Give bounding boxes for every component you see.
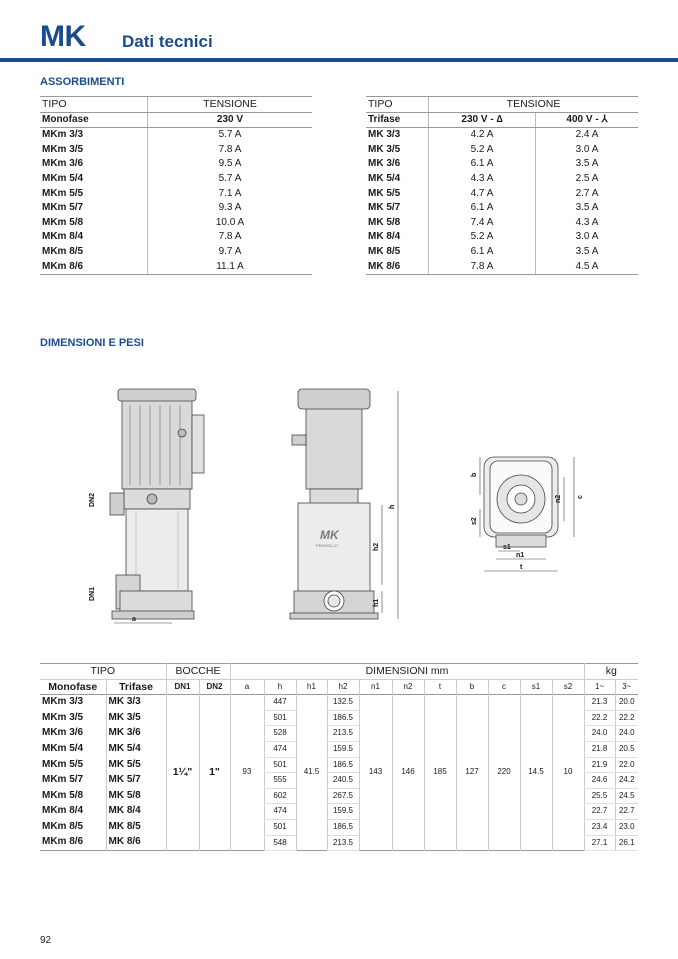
table-row xyxy=(366,187,638,202)
cell-current-400: 3.0 A xyxy=(536,230,639,245)
table-row xyxy=(40,187,312,202)
cell-current: 11.1 A xyxy=(148,260,313,275)
cell-kg-1: 21.8 xyxy=(584,741,615,757)
label-c: c xyxy=(577,495,584,499)
cell-kg-3: 24.2 xyxy=(615,773,638,789)
cell-current: 7.8 A xyxy=(148,230,313,245)
cell-kg-1: 24.6 xyxy=(584,773,615,789)
cell-h2: 213.5 xyxy=(327,726,359,742)
table-row xyxy=(40,128,312,143)
subhead-cell: n2 xyxy=(392,679,424,695)
table-row xyxy=(366,143,638,158)
label-n1: n1 xyxy=(516,552,525,559)
cell-monofase: MKm 8/6 xyxy=(42,836,84,848)
cell-kg-1: 25.5 xyxy=(584,788,615,804)
col-tensione: TENSIONE xyxy=(429,97,639,113)
cell-kg-1: 21.9 xyxy=(584,757,615,773)
cell-h: 602 xyxy=(264,788,296,804)
table-row xyxy=(366,216,638,231)
cell-kg-3: 22.7 xyxy=(615,804,638,820)
subhead-cell: Monofase xyxy=(48,680,98,693)
subhead-cell: h xyxy=(264,679,296,695)
cell-trifase: MK 8/6 xyxy=(106,835,166,851)
cell-kg-1: 21.3 xyxy=(584,695,615,711)
cell-trifase: MK 3/3 xyxy=(106,695,166,711)
table-monofase xyxy=(40,96,312,275)
brand-title: MK xyxy=(40,20,86,53)
label-h: h xyxy=(389,504,396,509)
label-h1: h1 xyxy=(373,598,380,607)
pump-drawings xyxy=(80,385,600,630)
cell-current-230: 6.1 A xyxy=(429,245,536,260)
cell-model: MKm 5/7 xyxy=(42,202,84,214)
cell-kg-3: 22.0 xyxy=(615,757,638,773)
subhead-cell: DN2 xyxy=(199,679,230,695)
cell-h: 501 xyxy=(264,710,296,726)
cell-model: MKm 5/8 xyxy=(42,216,84,228)
table-row xyxy=(40,245,312,260)
cell-h2: 213.5 xyxy=(327,835,359,851)
cell-model: MK 3/5 xyxy=(368,143,401,155)
label-b: b xyxy=(471,472,478,477)
cell-h2: 159.5 xyxy=(327,804,359,820)
table-row xyxy=(40,143,312,158)
cell-model: MKm 8/4 xyxy=(42,231,84,243)
cell-current-400: 3.5 A xyxy=(536,201,639,216)
cell-monofase: MKm 3/3 xyxy=(42,696,84,708)
cell-kg-3: 24.0 xyxy=(615,726,638,742)
label-s2: s2 xyxy=(471,517,478,525)
subhead-cell: n1 xyxy=(359,679,392,695)
cell-monofase: MKm 5/4 xyxy=(42,742,84,754)
cell-dn2: 1" xyxy=(199,695,230,851)
cell-model: MKm 5/4 xyxy=(42,172,84,184)
subhead-cell: b xyxy=(456,679,488,695)
table-row xyxy=(40,172,312,187)
cell-kg-1: 23.4 xyxy=(584,819,615,835)
table-trifase xyxy=(366,96,638,275)
table-row xyxy=(40,695,638,711)
cell-dn1: 1¼" xyxy=(166,695,199,851)
cell-model: MK 5/5 xyxy=(368,187,401,199)
cell-current-230: 4.2 A xyxy=(429,128,536,143)
table-row xyxy=(366,201,638,216)
cell-model: MK 3/6 xyxy=(368,158,401,170)
cell-t: 185 xyxy=(424,695,456,851)
subhead-cell: c xyxy=(488,679,520,695)
cell-n1: 143 xyxy=(359,695,392,851)
side-motor xyxy=(122,393,192,489)
cell-current: 5.7 A xyxy=(148,172,313,187)
head-kg: kg xyxy=(584,664,638,680)
label-dn2: DN2 xyxy=(89,492,96,507)
cell-current: 7.8 A xyxy=(148,143,313,158)
section-title-dimensioni: DIMENSIONI E PESI xyxy=(40,337,144,349)
cell-current-230: 7.4 A xyxy=(429,216,536,231)
cell-b: 127 xyxy=(456,695,488,851)
subhead-cell: Trifase xyxy=(106,679,166,695)
subhead-cell: h2 xyxy=(327,679,359,695)
label-t: t xyxy=(520,564,523,571)
table-dimensioni xyxy=(40,663,638,851)
sub-monofase: Monofase xyxy=(40,112,148,128)
cell-current: 9.7 A xyxy=(148,245,313,260)
cell-s2: 10 xyxy=(552,695,584,851)
cell-kg-3: 23.0 xyxy=(615,819,638,835)
cell-kg-3: 22.2 xyxy=(615,710,638,726)
cell-h: 548 xyxy=(264,835,296,851)
cell-current: 9.5 A xyxy=(148,157,313,172)
cell-current-400: 3.0 A xyxy=(536,143,639,158)
cell-model: MK 3/3 xyxy=(368,129,401,141)
page-subtitle: Dati tecnici xyxy=(122,32,213,51)
cell-h2: 186.5 xyxy=(327,757,359,773)
cell-h: 474 xyxy=(264,804,296,820)
cell-model: MK 8/5 xyxy=(368,245,401,257)
cell-current-230: 7.8 A xyxy=(429,260,536,275)
cell-h2: 267.5 xyxy=(327,788,359,804)
col-tipo: TIPO xyxy=(366,97,429,113)
cell-current: 10.0 A xyxy=(148,216,313,231)
subhead-cell: a xyxy=(230,679,264,695)
cell-kg-1: 22.7 xyxy=(584,804,615,820)
subhead-cell: t xyxy=(424,679,456,695)
cell-current-230: 5.2 A xyxy=(429,143,536,158)
cell-current-230: 6.1 A xyxy=(429,201,536,216)
cell-h1: 41.5 xyxy=(296,695,327,851)
cell-trifase: MK 5/7 xyxy=(106,773,166,789)
col-tensione: TENSIONE xyxy=(148,97,313,113)
cell-model: MK 5/8 xyxy=(368,216,401,228)
cell-trifase: MK 5/5 xyxy=(106,757,166,773)
cell-monofase: MKm 3/5 xyxy=(42,711,84,723)
cell-kg-1: 27.1 xyxy=(584,835,615,851)
subhead-cell: s1 xyxy=(520,679,552,695)
label-dn1: DN1 xyxy=(89,586,96,601)
cell-kg-3: 24.5 xyxy=(615,788,638,804)
cell-monofase: MKm 3/6 xyxy=(42,727,84,739)
cell-current: 7.1 A xyxy=(148,187,313,202)
cell-model: MKm 3/5 xyxy=(42,143,84,155)
cell-current: 5.7 A xyxy=(148,128,313,143)
cell-h: 501 xyxy=(264,757,296,773)
sub-230v-delta: 230 V - ∆ xyxy=(429,112,536,128)
cell-trifase: MK 3/6 xyxy=(106,726,166,742)
cell-h2: 132.5 xyxy=(327,695,359,711)
label-h2: h2 xyxy=(373,542,380,551)
cell-trifase: MK 8/5 xyxy=(106,819,166,835)
cell-h2: 240.5 xyxy=(327,773,359,789)
cell-kg-1: 24.0 xyxy=(584,726,615,742)
cell-h: 447 xyxy=(264,695,296,711)
cell-h2: 186.5 xyxy=(327,819,359,835)
page-number: 92 xyxy=(40,935,52,946)
subhead-cell: DN1 xyxy=(166,679,199,695)
cell-current-230: 6.1 A xyxy=(429,157,536,172)
cell-current-230: 4.7 A xyxy=(429,187,536,202)
table-row xyxy=(366,172,638,187)
cell-model: MKm 3/3 xyxy=(42,129,84,141)
table-row xyxy=(366,157,638,172)
cell-s1: 14.5 xyxy=(520,695,552,851)
table-row xyxy=(40,260,312,275)
cell-trifase: MK 5/8 xyxy=(106,788,166,804)
cell-kg-3: 20.5 xyxy=(615,741,638,757)
table-row xyxy=(366,260,638,275)
cell-h: 474 xyxy=(264,741,296,757)
sub-trifase: Trifase xyxy=(366,112,429,128)
table-row xyxy=(366,230,638,245)
cell-current-400: 4.3 A xyxy=(536,216,639,231)
cell-current-230: 4.3 A xyxy=(429,172,536,187)
cell-model: MKm 8/6 xyxy=(40,260,148,275)
cell-n2: 146 xyxy=(392,695,424,851)
pump-logo-sub: PEDROLLO xyxy=(316,543,338,548)
table-row xyxy=(366,128,638,143)
cell-monofase: MKm 5/7 xyxy=(42,774,84,786)
cell-monofase: MKm 5/5 xyxy=(42,758,84,770)
head-bocche: BOCCHE xyxy=(166,664,230,680)
table-row xyxy=(40,157,312,172)
cell-model: MKm 8/5 xyxy=(42,245,84,257)
cell-current: 9.3 A xyxy=(148,201,313,216)
cell-h2: 186.5 xyxy=(327,710,359,726)
cell-current-400: 3.5 A xyxy=(536,245,639,260)
cell-model: MKm 3/6 xyxy=(42,158,84,170)
cell-kg-1: 22.2 xyxy=(584,710,615,726)
cell-c: 220 xyxy=(488,695,520,851)
cell-current-400: 3.5 A xyxy=(536,157,639,172)
cell-a: 93 xyxy=(230,695,264,851)
cell-current-400: 2.5 A xyxy=(536,172,639,187)
cell-kg-3: 20.0 xyxy=(615,695,638,711)
subhead-cell: h1 xyxy=(296,679,327,695)
table-row xyxy=(40,216,312,231)
table-row xyxy=(40,230,312,245)
cell-model: MK 5/4 xyxy=(368,172,401,184)
cell-trifase: MK 3/5 xyxy=(106,710,166,726)
cell-trifase: MK 5/4 xyxy=(106,741,166,757)
table-row xyxy=(40,201,312,216)
cell-h: 501 xyxy=(264,819,296,835)
subhead-cell: s2 xyxy=(552,679,584,695)
cell-h: 555 xyxy=(264,773,296,789)
cell-trifase: MK 8/4 xyxy=(106,804,166,820)
table-row xyxy=(366,245,638,260)
label-s1: s1 xyxy=(503,544,511,551)
cell-kg-3: 26.1 xyxy=(615,835,638,851)
cell-monofase: MKm 8/5 xyxy=(42,820,84,832)
head-dimensioni: DIMENSIONI mm xyxy=(230,664,584,680)
cell-model: MK 8/4 xyxy=(368,231,401,243)
cell-model: MKm 5/5 xyxy=(42,187,84,199)
cell-monofase: MKm 8/4 xyxy=(42,805,84,817)
col-tipo: TIPO xyxy=(40,97,148,113)
subhead-cell: 3~ xyxy=(615,679,638,695)
head-tipo: TIPO xyxy=(90,665,115,677)
sub-400v-star: 400 V - ⅄ xyxy=(536,112,639,128)
label-n2: n2 xyxy=(555,494,562,503)
header-rule xyxy=(0,58,678,62)
cell-h2: 159.5 xyxy=(327,741,359,757)
subhead-cell: 1~ xyxy=(584,679,615,695)
cell-model: MK 8/6 xyxy=(366,260,429,275)
cell-monofase: MKm 5/8 xyxy=(42,789,84,801)
cell-h: 528 xyxy=(264,726,296,742)
cell-current-230: 5.2 A xyxy=(429,230,536,245)
section-title-assorbimenti: ASSORBIMENTI xyxy=(40,76,125,88)
cell-current-400: 2.4 A xyxy=(536,128,639,143)
cell-current-400: 2.7 A xyxy=(536,187,639,202)
cell-current-400: 4.5 A xyxy=(536,260,639,275)
cell-model: MK 5/7 xyxy=(368,202,401,214)
label-a: a xyxy=(132,616,136,623)
pump-logo: MK xyxy=(320,528,339,542)
sub-230v: 230 V xyxy=(148,112,313,128)
